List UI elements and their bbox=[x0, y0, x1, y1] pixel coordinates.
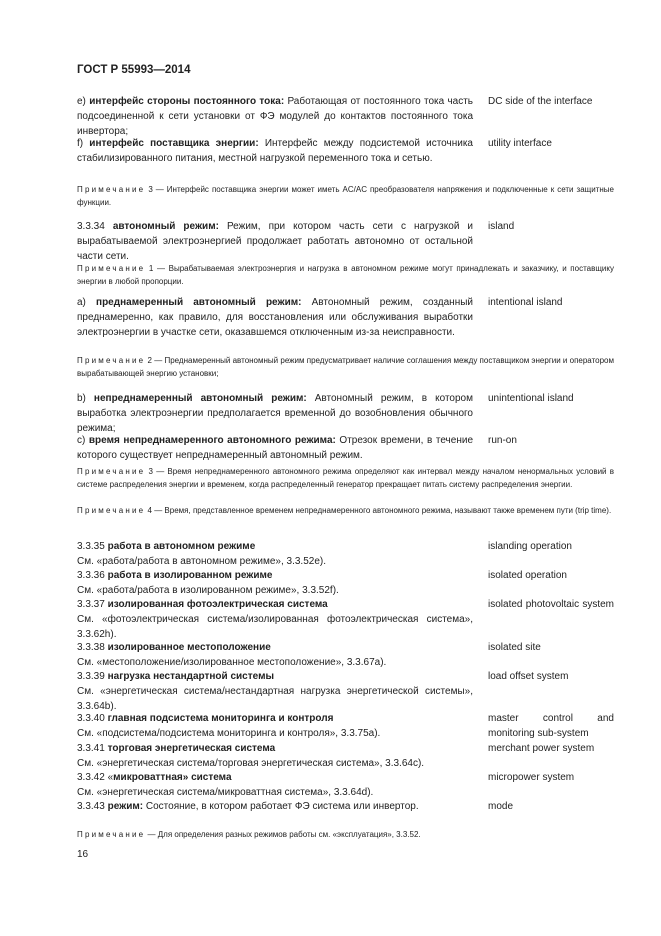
english-term: utility interface bbox=[488, 138, 552, 149]
entry-number: 3.3.34 bbox=[77, 221, 113, 232]
term-definition: См. «местоположение/изолированное местоположение», 3.3.67a). bbox=[77, 657, 387, 668]
entry-number: 3.3.40 bbox=[77, 713, 108, 724]
term-title: интерфейс поставщика энергии: bbox=[89, 138, 259, 149]
term-title: работа в автономном режиме bbox=[107, 541, 256, 552]
note bbox=[77, 355, 614, 380]
english-term: intentional island bbox=[488, 297, 563, 308]
term-entry-3-3-37 bbox=[77, 597, 473, 642]
term-entry-e bbox=[77, 94, 473, 139]
note-label: Примечание bbox=[77, 467, 146, 476]
term-title: микроваттная bbox=[113, 772, 183, 783]
term-title-suffix: » система bbox=[182, 772, 232, 783]
note bbox=[77, 263, 614, 288]
term-definition: См. «энергетическая система/нестандартная нагрузка энергетической системы», 3.3.64b). bbox=[77, 686, 473, 712]
english-term: micropower system bbox=[488, 772, 575, 783]
note-label: Примечание bbox=[77, 356, 146, 365]
term-definition: Отрезок времени, в течение которого существует непреднамеренный автономный режим. bbox=[77, 435, 474, 461]
note-text: — Для определения разных режимов работы см. «эксплуатация», 3.3.52. bbox=[145, 830, 421, 839]
term-entry-3-3-39 bbox=[77, 669, 473, 714]
note bbox=[77, 466, 614, 491]
term-entry-3-3-34 bbox=[77, 219, 473, 264]
term-title: торговая энергетическая система bbox=[107, 743, 276, 754]
english-term: unintentional island bbox=[488, 393, 574, 404]
term-definition: Режим, при котором часть сети с нагрузкой и вырабатываемой электроэнергией продолжает работать автономно от остальной части сети. bbox=[77, 221, 473, 262]
english-term: master control and monitoring sub-system bbox=[488, 713, 614, 739]
term-definition: См. «работа/работа в изолированном режиме», 3.3.52f). bbox=[77, 585, 339, 596]
term-definition: См. «работа/работа в автономном режиме», 3.3.52e). bbox=[77, 556, 326, 567]
term-entry-a bbox=[77, 295, 473, 340]
term-title: автономный режим: bbox=[112, 221, 219, 232]
entry-number: a) bbox=[77, 297, 97, 308]
page-number: 16 bbox=[77, 849, 89, 860]
term-definition: См. «подсистема/подсистема мониторинга и контроля», 3.3.75a). bbox=[77, 728, 381, 739]
term-entry-c bbox=[77, 433, 473, 463]
note bbox=[77, 184, 614, 209]
term-title: изолированная фотоэлектрическая система bbox=[107, 599, 328, 610]
term-definition: См. «энергетическая система/микроваттная система», 3.3.64d). bbox=[77, 787, 374, 798]
term-entry-b bbox=[77, 391, 473, 436]
entry-number: 3.3.37 bbox=[77, 599, 108, 610]
term-definition: Автономный режим, созданный преднамеренно, как правило, для восстановления или обслуживания выработки электроэнергии в участке сети, оказавшемся отключенным из-за неисправности. bbox=[77, 297, 473, 338]
term-title: работа в изолированном режиме bbox=[107, 570, 273, 581]
english-term: merchant power system bbox=[488, 743, 595, 754]
term-definition: См. «фотоэлектрическая система/изолированная фотоэлектрическая система», 3.3.62h). bbox=[77, 614, 473, 640]
term-entry-3-3-43 bbox=[77, 799, 473, 814]
note-label: Примечание bbox=[77, 185, 146, 194]
english-term: isolated photovoltaic system bbox=[488, 599, 614, 610]
note-label: Примечание bbox=[77, 264, 146, 273]
term-title: непреднамеренный автономный режим: bbox=[93, 393, 307, 404]
note-text: 3 — Интерфейс поставщика энергии может иметь AC/AC преобразователя напряжения и подключенные к сети защитные функции. bbox=[77, 185, 614, 207]
term-entry-f bbox=[77, 136, 473, 166]
english-term: isolated site bbox=[488, 642, 541, 653]
term-entry-3-3-41 bbox=[77, 741, 473, 771]
note bbox=[77, 829, 614, 842]
page-header: ГОСТ Р 55993—2014 bbox=[77, 64, 191, 76]
term-entry-3-3-38 bbox=[77, 640, 473, 670]
entry-number: e) bbox=[77, 96, 90, 107]
term-entry-3-3-35 bbox=[77, 539, 473, 569]
entry-number: 3.3.43 bbox=[77, 801, 108, 812]
term-definition: Состояние, в котором работает ФЭ система или инвертор. bbox=[143, 801, 419, 812]
term-definition: Интерфейс между подсистемой источника стабилизированного питания, местной нагрузкой переменного тока и сетью. bbox=[77, 138, 473, 164]
term-definition: Автономный режим, в котором выработка электроэнергии предполагается временной до возобновления обычного режима; bbox=[77, 393, 473, 434]
term-entry-3-3-42 bbox=[77, 770, 473, 800]
term-title: интерфейс стороны постоянного тока: bbox=[89, 96, 285, 107]
english-term: island bbox=[488, 221, 515, 232]
note-text: 1 — Вырабатываемая электроэнергия и нагрузка в автономном режиме могут принадлежать и заказчику, и поставщику энергии в любой пропорции. bbox=[77, 264, 614, 286]
term-title: изолированное местоположение bbox=[107, 642, 271, 653]
entry-number: 3.3.35 bbox=[77, 541, 108, 552]
term-title: режим: bbox=[107, 801, 144, 812]
entry-number: 3.3.39 bbox=[77, 671, 108, 682]
english-term: mode bbox=[488, 801, 514, 812]
english-term: islanding operation bbox=[488, 541, 572, 552]
english-term: isolated operation bbox=[488, 570, 567, 581]
term-entry-3-3-36 bbox=[77, 568, 473, 598]
note-text: 3 — Время непреднамеренного автономного режима определяют как интервал между началом ненормальных условий в системе распределения энергии и временем, когда распределенный генератор прекращает питать систему распределения энергии. bbox=[77, 467, 614, 489]
term-title: нагрузка нестандартной системы bbox=[107, 671, 275, 682]
note-text: 4 — Время, представленное временем непреднамеренного автономного режима, называют также временем пути (trip time). bbox=[145, 506, 612, 515]
entry-number: f) bbox=[77, 138, 90, 149]
note-label: Примечание bbox=[77, 830, 146, 839]
term-definition: См. «энергетическая система/торговая энергетическая система», 3.3.64c). bbox=[77, 758, 425, 769]
term-title: главная подсистема мониторинга и контроля bbox=[107, 713, 334, 724]
term-title: преднамеренный автономный режим: bbox=[96, 297, 302, 308]
entry-number: c) bbox=[77, 435, 89, 446]
entry-number: 3.3.42 « bbox=[77, 772, 114, 783]
entry-number: 3.3.36 bbox=[77, 570, 108, 581]
term-definition: Работающая от постоянного тока часть подсоединенной к сети установки от ФЭ модулей до контактов постоянного тока инвертора; bbox=[77, 96, 474, 137]
entry-number: 3.3.38 bbox=[77, 642, 108, 653]
term-entry-3-3-40 bbox=[77, 711, 473, 741]
note bbox=[77, 505, 614, 518]
english-term: load offset system bbox=[488, 671, 569, 682]
term-title: время непреднамеренного автономного режима: bbox=[88, 435, 336, 446]
note-label: Примечание bbox=[77, 506, 146, 515]
english-term: run-on bbox=[488, 435, 517, 446]
note-text: 2 — Преднамеренный автономный режим предусматривает наличие соглашения между поставщиком энергии и оператором вырабатывающей энергию установки; bbox=[77, 356, 614, 378]
entry-number: 3.3.41 bbox=[77, 743, 108, 754]
english-term: DC side of the interface bbox=[488, 96, 593, 107]
entry-number: b) bbox=[77, 393, 94, 404]
